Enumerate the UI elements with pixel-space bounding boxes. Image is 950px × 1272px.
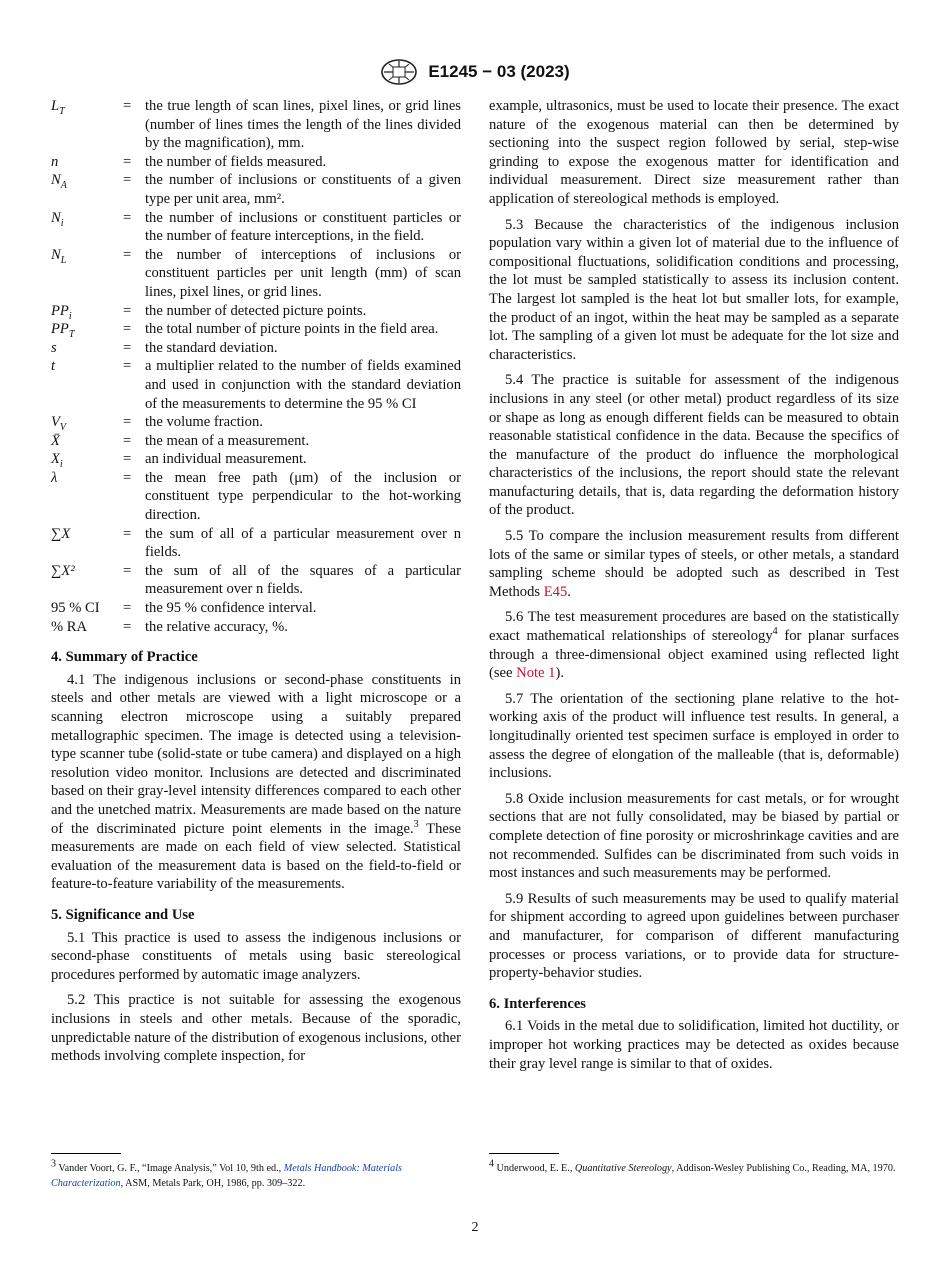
equals-sign: = bbox=[123, 432, 132, 449]
paragraph-5-6: 5.6 The test measurement procedures are based on the statistically exact mathematical relationships of stereology$^4$ for planar surfaces through a three-dimensional object examined using reflected light (see Note 1). bbox=[489, 609, 899, 682]
definition-row bbox=[51, 153, 461, 172]
page-header bbox=[0, 58, 950, 86]
definition-description: the mean free path (μm) of the inclusion or constituent type perpendicular to the hot-working direction. bbox=[145, 469, 461, 524]
paragraph-5-5: 5.5 To compare the inclusion measurement results from different lots of the same or similar types of steels, or other metals, a standard sampling scheme should be adopted such as described in Test Methods E45. bbox=[489, 528, 899, 600]
paragraph-5-8: 5.8 Oxide inclusion measurements for cast metals, or for wrought sections that are not fully consolidated, may be biased by partial or complete detection of fine porosity or microshrinkage cavities and are not recommended. Sulfides can be discriminated from such voids in most instances and such measurements may be performed. bbox=[489, 790, 899, 882]
definition-symbol: $PP_T$ bbox=[51, 321, 75, 341]
definition-symbol: % RA bbox=[51, 618, 88, 635]
definition-description: the relative accuracy, %. bbox=[145, 618, 288, 635]
definition-symbol: $PP_i$ bbox=[51, 302, 72, 322]
definition-row bbox=[51, 302, 461, 321]
equals-sign: = bbox=[123, 451, 132, 468]
equals-sign: = bbox=[123, 600, 132, 617]
definition-row bbox=[51, 432, 461, 451]
equals-sign: = bbox=[123, 302, 132, 319]
definition-row bbox=[51, 469, 461, 525]
definition-row bbox=[51, 97, 461, 153]
definition-description: the number of inclusions or constituents of a given type per unit area, mm². bbox=[145, 172, 461, 207]
note-1-link[interactable]: Note 1 bbox=[516, 665, 556, 682]
astm-logo-icon bbox=[380, 58, 418, 86]
equals-sign: = bbox=[123, 209, 132, 226]
definition-symbol: $V_V$ bbox=[51, 414, 67, 433]
equals-sign: = bbox=[123, 321, 132, 338]
metals-handbook-link[interactable]: Metals Handbook: Materials Characterization bbox=[51, 1163, 403, 1189]
definitions-table bbox=[51, 97, 461, 636]
definition-description: the number of interceptions of inclusions or constituent particles per unit length (mm) of scan lines, pixel lines, or grid lines. bbox=[145, 246, 461, 300]
definition-description: the number of detected picture points. bbox=[145, 302, 367, 319]
equals-sign: = bbox=[123, 339, 132, 356]
definition-symbol: $N_L$ bbox=[51, 246, 67, 266]
definition-description: the total number of picture points in the field area. bbox=[145, 321, 439, 338]
definition-row bbox=[51, 450, 461, 469]
definition-description: a multiplier related to the number of fields examined and used in conjunction with the standard deviation of the measurements to determine the 95 % CI bbox=[145, 358, 461, 412]
definition-description: the number of inclusions or constituent particles or the number of feature interceptions, in the field. bbox=[145, 209, 461, 245]
definition-symbol: $L_T$ bbox=[51, 98, 65, 117]
definition-row bbox=[51, 525, 461, 562]
equals-sign: = bbox=[123, 153, 132, 170]
definition-description: the volume fraction. bbox=[145, 414, 263, 431]
paragraph-5-2-continued: example, ultrasonics, must be used to locate their presence. The exact nature of the exogenous material can then be determined by sectioning into the suspect region followed by serial, step-wise grinding to expose the exogenous matter for identification and individual measurement. Direct size measurement rather than application of stereological methods is employed. bbox=[489, 98, 899, 207]
standard-designation: E1245 − 03 (2023) bbox=[428, 62, 570, 81]
definition-symbol: X̄ bbox=[51, 432, 60, 449]
definition-symbol: $N_A$ bbox=[51, 172, 67, 192]
definition-row bbox=[51, 320, 461, 339]
definition-row bbox=[51, 599, 461, 618]
left-column bbox=[51, 97, 461, 1073]
section-4-heading: 4. Summary of Practice bbox=[51, 649, 198, 666]
e45-link[interactable]: E45 bbox=[543, 583, 568, 600]
definition-symbol: ∑X bbox=[51, 525, 71, 542]
definition-description: the number of fields measured. bbox=[145, 153, 327, 170]
definition-symbol: t bbox=[51, 358, 56, 375]
definition-description: the sum of all of a particular measurement over n fields. bbox=[145, 525, 461, 561]
equals-sign: = bbox=[123, 618, 132, 635]
definition-symbol: $X_i$ bbox=[51, 451, 63, 471]
section-5-heading: 5. Significance and Use bbox=[51, 906, 195, 923]
footnote-3: $^3$ Vander Voort, G. F., “Image Analysis,” Vol 10, 9th ed., Metals Handbook: Materials Characterization, ASM, Metals Park, OH, 1986, pp. 309–322. bbox=[51, 1158, 403, 1189]
definition-row bbox=[51, 339, 461, 358]
definition-symbol: λ bbox=[51, 469, 58, 486]
right-column bbox=[489, 97, 899, 1080]
definition-description: an individual measurement. bbox=[145, 451, 307, 468]
definition-row bbox=[51, 562, 461, 599]
footnote-rule-left bbox=[51, 1153, 121, 1154]
section-6-heading: 6. Interferences bbox=[489, 995, 586, 1012]
definition-symbol: s bbox=[51, 339, 57, 356]
equals-sign: = bbox=[123, 246, 132, 263]
equals-sign: = bbox=[123, 469, 132, 486]
paragraph-5-9: 5.9 Results of such measurements may be used to qualify material for shipment according to agreed upon guidelines between purchaser and manufacturer, for comparison of different manufacturing processes or process variations, or to provide data for structure-property-behavior studies. bbox=[489, 890, 899, 982]
definition-description: the true length of scan lines, pixel lines, or grid lines (number of lines times the length of the lines divided by the magnification), mm. bbox=[145, 98, 461, 152]
paragraph-5-2: 5.2 This practice is not suitable for assessing the exogenous inclusions in steels and other metals. Because of the sporadic, unpredictable nature of the distribution of exogenous inclusions, other methods involving complete inspection, for bbox=[51, 992, 461, 1065]
page-number: 2 bbox=[471, 1220, 479, 1235]
equals-sign: = bbox=[123, 525, 132, 542]
definition-row bbox=[51, 246, 461, 302]
paragraph-5-3: 5.3 Because the characteristics of the indigenous inclusion population vary within a given lot of material due to the influence of compositional fluctuations, solidification conditions and processing, the lot must be sampled statistically to assess its inclusion content. The largest lot sampled is the heat lot but smaller lots, for example, the product of an ingot, within the heat may be sampled as a separate lot. The sampling of a given lot must be adequate for the lot size and characteristics. bbox=[489, 216, 899, 363]
paragraph-5-7: 5.7 The orientation of the sectioning plane relative to the hot-working axis of the product will influence test results. In general, a longitudinally oriented test specimen surface is employed in order to assess the degree of elongation of the malleable (that is, deformable) inclusions. bbox=[489, 690, 899, 782]
definition-row bbox=[51, 171, 461, 208]
definition-symbol: $N_i$ bbox=[51, 209, 64, 229]
definition-symbol: n bbox=[51, 153, 59, 170]
equals-sign: = bbox=[123, 172, 132, 189]
definition-row bbox=[51, 413, 461, 432]
definition-description: the mean of a measurement. bbox=[145, 432, 310, 449]
paragraph-4-1: 4.1 The indigenous inclusions or second-phase constituents in steels and other metals are viewed with a light microscope or a scanning electron microscope using a suitably prepared metallographic specimen. The image is detected using a television-type scanner tube (solid-state or tube camera) and displayed on a high resolution video monitor. Inclusions are detected and discriminated based on their gray-level intensity differences compared to each other and the unetched matrix. Measurements are made based on the nature of the discriminated picture point elements in the image.$^3$ These measurements are made on each field of view selected. Statistical evaluation of the measurement data is based on the field-to-field or feature-to-feature variability of the measurements. bbox=[51, 671, 461, 893]
definition-description: the 95 % confidence interval. bbox=[145, 600, 317, 617]
footnote-4: $^4$ Underwood, E. E., Quantitative Stereology, Addison-Wesley Publishing Co., Reading, MA, 1970. bbox=[489, 1158, 896, 1174]
footnote-rule-right bbox=[489, 1153, 559, 1154]
equals-sign: = bbox=[123, 562, 132, 579]
paragraph-5-4: 5.4 The practice is suitable for assessment of the indigenous inclusions in any steel (or other metal) product regardless of its size or shape as long as enough different fields can be measured to obtain reasonable statistical confidence in the data. Because the specifics of the manufacture of the product do influence the morphological characteristics of the inclusions, the report should state the relevant manufacturing details, that is, data regarding the deformation history of the product. bbox=[489, 372, 899, 519]
equals-sign: = bbox=[123, 414, 132, 431]
equals-sign: = bbox=[123, 98, 132, 114]
equals-sign: = bbox=[123, 358, 132, 375]
definition-description: the sum of all of the squares of a particular measurement over n fields. bbox=[145, 562, 461, 598]
paragraph-5-1: 5.1 This practice is used to assess the indigenous inclusions or second-phase constituents of metals using basic stereological procedures performed by automatic image analyzers. bbox=[51, 929, 461, 983]
definition-symbol: 95 % CI bbox=[51, 600, 100, 617]
definition-row bbox=[51, 618, 461, 637]
definition-row bbox=[51, 209, 461, 246]
definition-row bbox=[51, 357, 461, 413]
definition-symbol: ∑X² bbox=[51, 562, 75, 579]
paragraph-6-1: 6.1 Voids in the metal due to solidification, limited hot ductility, or improper hot working practices may be detected as oxides because their gray level range is similar to that of oxides. bbox=[489, 1018, 899, 1072]
definition-description: the standard deviation. bbox=[145, 339, 278, 356]
